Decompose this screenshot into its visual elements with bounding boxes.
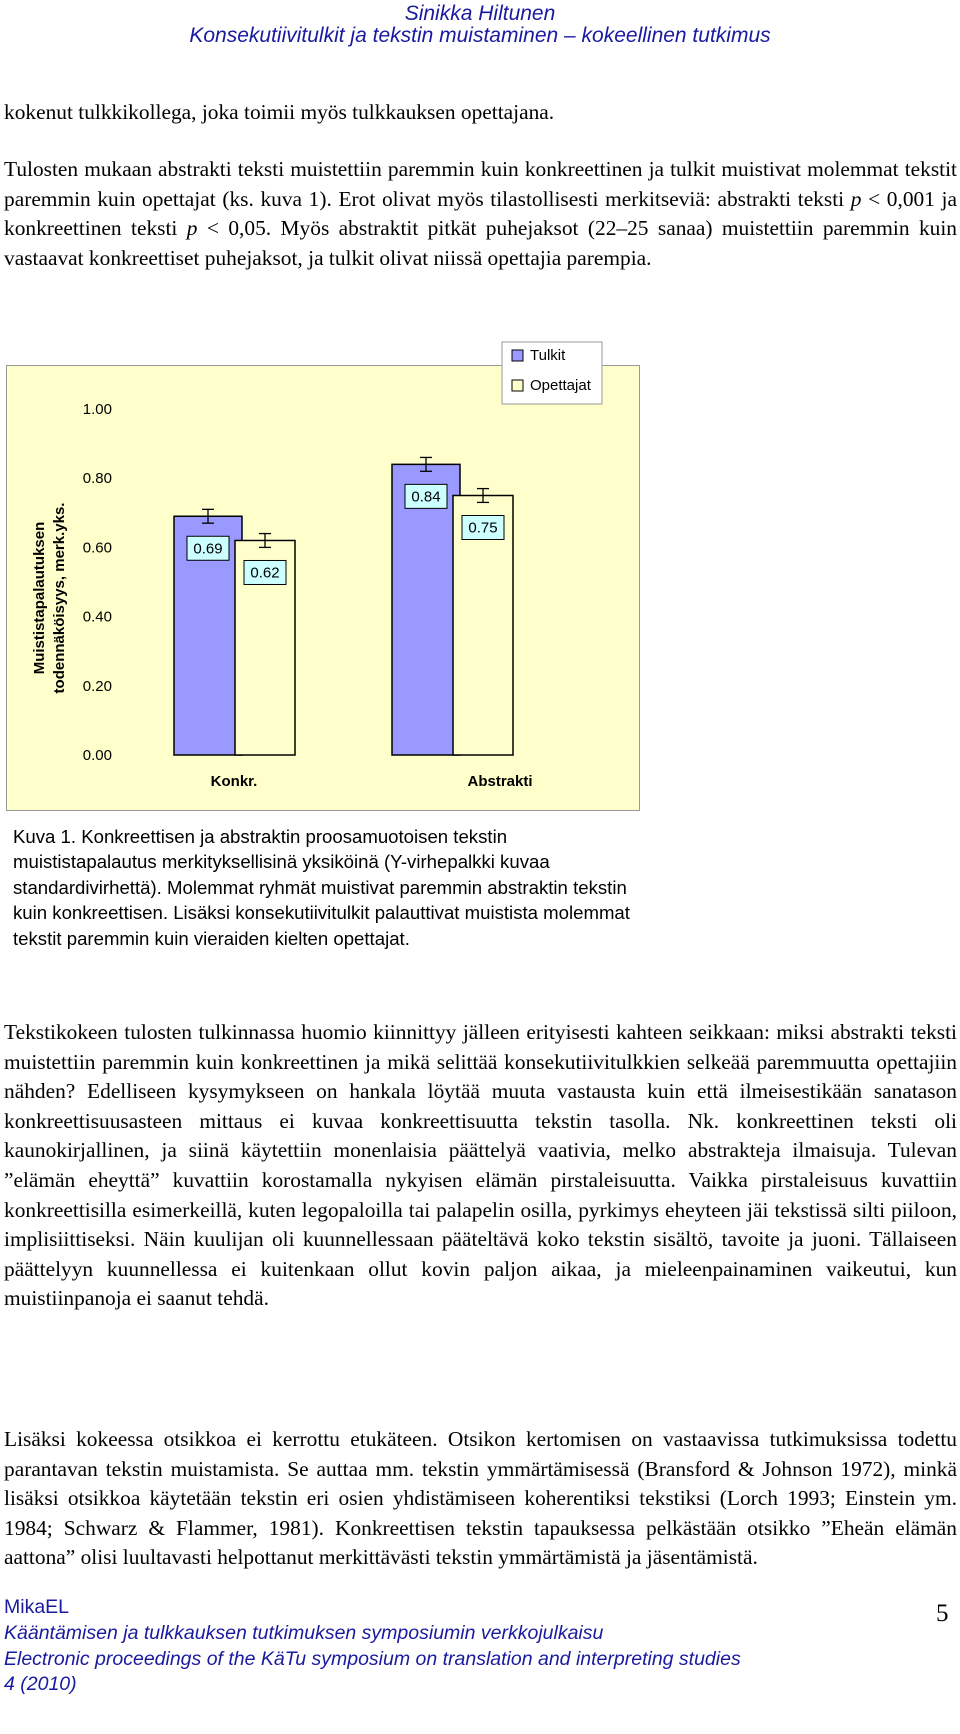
paragraph-2-part-b: < 0,001 ja konkreettinen teksti xyxy=(4,186,957,241)
bar-chart xyxy=(6,347,640,813)
y-tick-label: 0.20 xyxy=(82,677,112,695)
y-tick-label: 0.60 xyxy=(82,539,112,557)
data-label: 0.62 xyxy=(250,564,280,582)
paragraph-4-text: Lisäksi kokeessa otsikkoa ei kerrottu etukäteen. Otsikon kertomisen on vastaavissa tutkimuksissa todettu parantavan tekstin muistamista. Se auttaa mm. tekstin ymmärtämisessä (Bransford & Johnson 1972), minkä lisäksi otsikkoa käytetään tekstin eri osien yhdistämiseen koherentiksi tekstiksi (Lorch 1993; Einstein ym. 1984; Schwarz & Flammer, 1981). Konkreettisen tekstin tapauksessa pelkästään otsikko ”Eheän elämän aattona” olisi luultavasti helpottanut merkittävästi tekstin ymmärtämistä ja jäsentämistä. xyxy=(4,1427,957,1570)
footer-line-3: Electronic proceedings of the KäTu symposium on translation and interpreting studies xyxy=(4,1647,741,1670)
data-label: 0.84 xyxy=(411,488,441,506)
y-tick-label: 1.00 xyxy=(82,401,112,418)
figure-1 xyxy=(6,347,640,813)
paragraph-3-text: Tekstikokeen tulosten tulkinnassa huomio kiinnittyy jälleen erityisesti kahteen seikkaan: miksi abstrakti teksti muistettiin paremmin kuin konkreettinen ja mikä selittää konsekutiivitulkkien selkeää paremmuutta opettajiin nähden? Edelliseen kysymykseen on hankala löytää muuta vastausta kuin että ilmeisestikään sanatason konkreettisuusasteen mittaus ei kuvaa konkreettisuutta tekstin tasolla. Nk. konkreettinen teksti oli kaunokirjallinen, ja siinä käytettiin monenlaisia päättelyä vaativia, melko abstrakteja ilmaisuja. Tulevan ”elämän eheyttä” kuvattiin korostamalla nykyisen elämän pirstaleisuutta. Vaikka pirstaleisuus kuvattiin konkreettisilla esimerkeillä, kuten legopaloilla tai palapelin osilla, pyrkimys eheyteen jäi tekstissä silti piiloon, implisiittiseksi. Näin kuulijan oli kuunnellessaan pääteltävä koko tekstin sisältö, tavoite ja juoni. Tällaiseen päättelyyn kuunnellessa ei kuitenkaan ollut kovin paljon aikaa, ja mieleenpainaminen vaikeutui, kun muistiinpanoja ei saanut tehdä. xyxy=(4,1020,957,1311)
footer xyxy=(4,1595,741,1698)
p-value-symbol: p xyxy=(850,186,862,211)
paragraph-2-part-a: Tulosten mukaan abstrakti teksti muistettiin paremmin kuin konkreettinen ja tulkit muistivat molemmat tekstit paremmin kuin opettajat (ks. kuva 1). Erot olivat myös tilastollisesti merkitseviä: abstrakti teksti xyxy=(4,157,957,211)
data-label: 0.69 xyxy=(193,540,223,558)
y-tick-label: 0.80 xyxy=(82,470,112,488)
legend-label: Opettajat xyxy=(530,377,591,394)
paragraph-2 xyxy=(4,155,957,273)
footer-line-2: Kääntämisen ja tulkkauksen tutkimuksen symposiumin verkkojulkaisu xyxy=(4,1621,604,1644)
y-axis-label: todennäköisyys, merk.yks. xyxy=(51,502,68,694)
y-tick-label: 0.00 xyxy=(82,747,112,764)
paragraph-2-part-c: < 0,05. Myös abstraktit pitkät puhejaksot (22–25 sanaa) muistettiin paremmin kuin vastaavat konkreettiset puhejaksot, ja tulkit olivat niissä opettajia parempia. xyxy=(4,216,957,270)
paragraph-4 xyxy=(4,1425,957,1573)
figure-caption: Kuva 1. Konkreettisen ja abstraktin proosamuotoisen tekstin muististapalautus merkityksellisinä yksiköinä (Y-virhepalkki kuvaa standardivirhettä). Molemmat ryhmät muistivat paremmin abstraktin tekstin kuin konkreettisen. Lisäksi konsekutiivitulkit palauttivat muistista molemmat tekstit paremmin kuin vieraiden kielten opettajat. xyxy=(13,826,630,949)
paragraph-2-text xyxy=(4,155,957,273)
p-value-symbol: p xyxy=(186,216,198,241)
paragraph-1 xyxy=(4,98,957,128)
y-tick-label: 0.40 xyxy=(82,608,112,626)
x-category-label: Konkr. xyxy=(210,773,258,790)
legend-swatch xyxy=(512,380,523,391)
legend-label: Tulkit xyxy=(530,347,566,364)
paragraph-1-text: kokenut tulkkikollega, joka toimii myös tulkkauksen opettajana. xyxy=(4,100,555,124)
data-label: 0.75 xyxy=(468,519,498,537)
chart-plot-area xyxy=(7,366,640,811)
running-header-author: Sinikka Hiltunen xyxy=(404,2,556,25)
footer-line-4: 4 (2010) xyxy=(4,1673,77,1696)
footer-journal: MikaEL xyxy=(4,1596,70,1618)
page-number: 5 xyxy=(936,1600,949,1627)
paragraph-3 xyxy=(4,1018,957,1314)
legend-swatch xyxy=(512,350,523,361)
y-axis-label: Muististapalautuksen xyxy=(31,521,48,675)
x-category-label: Abstrakti xyxy=(467,773,533,790)
running-header-title: Konsekutiivitulkit ja tekstin muistaminen – kokeellinen tutkimus xyxy=(189,24,771,47)
